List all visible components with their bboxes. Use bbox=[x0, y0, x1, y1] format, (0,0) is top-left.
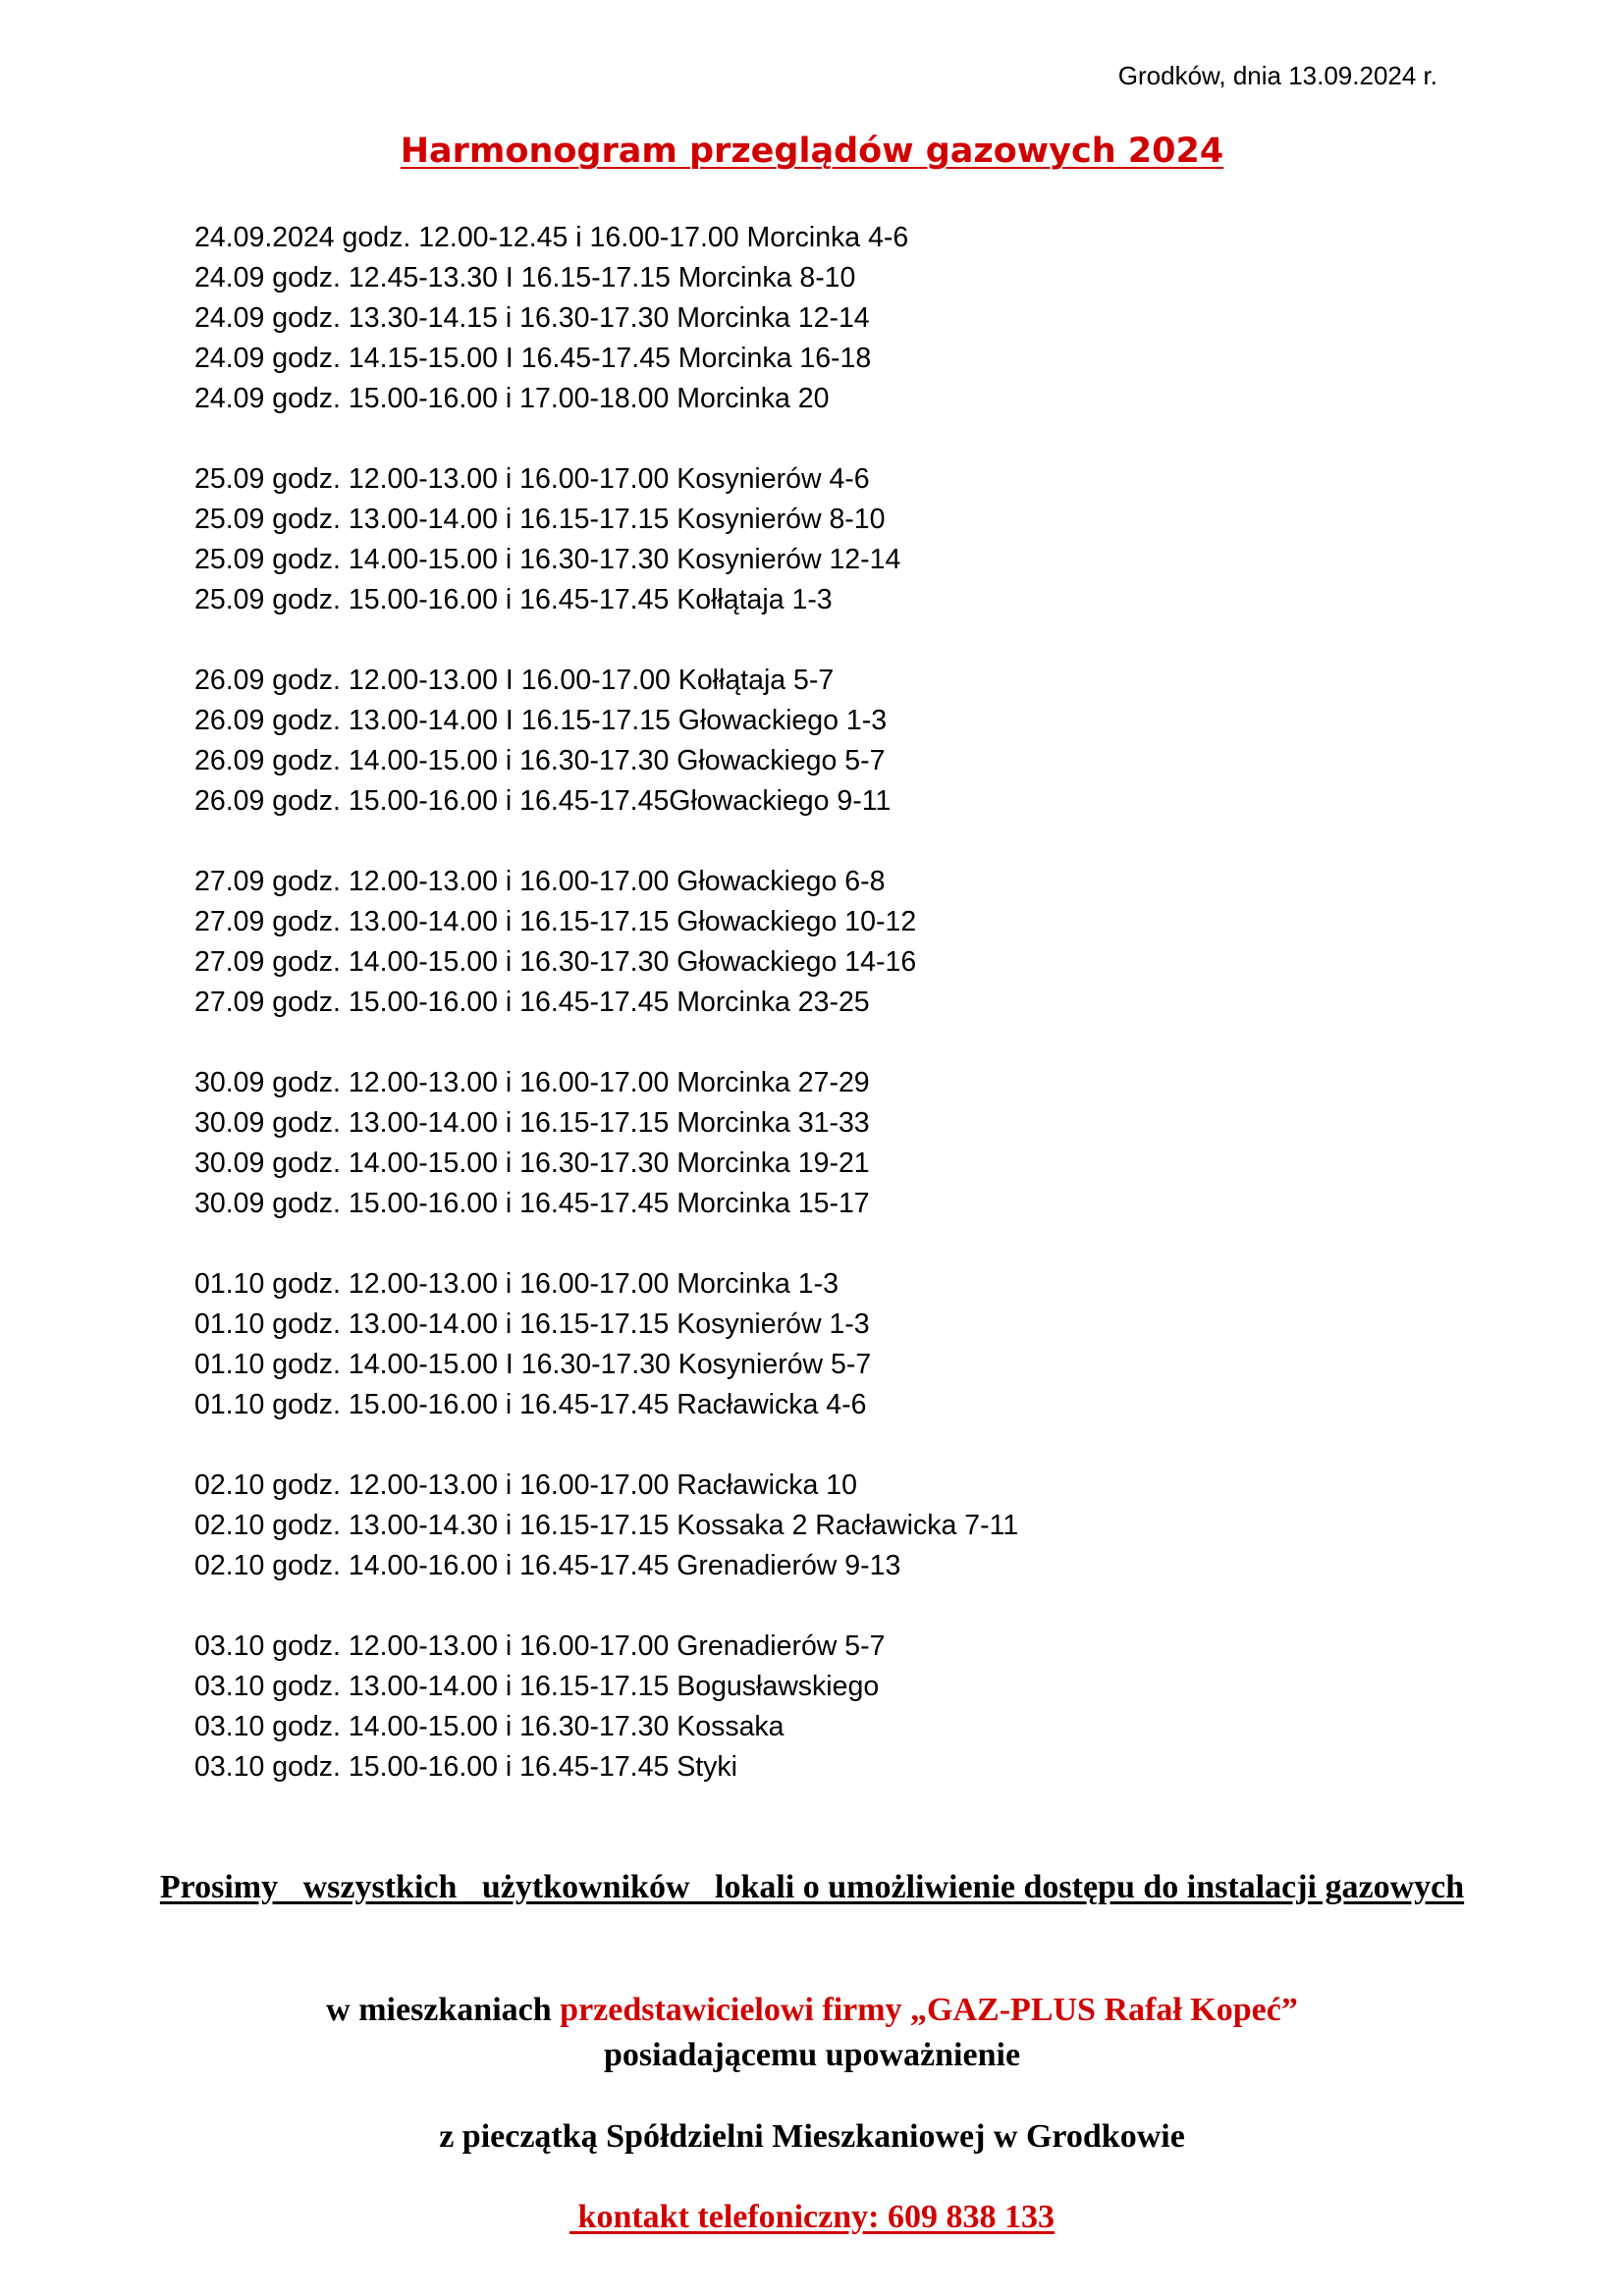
schedule-day-group bbox=[194, 1063, 1018, 1224]
schedule-day-group bbox=[194, 1264, 1018, 1425]
schedule-entry: 26.09 godz. 12.00-13.00 I 16.00-17.00 Kołłątaja 5-7 bbox=[194, 665, 835, 696]
schedule-entry: 02.10 godz. 12.00-13.00 i 16.00-17.00 Racławicka 10 bbox=[194, 1469, 857, 1501]
in-flats-text: w mieszkaniach bbox=[326, 1992, 561, 2028]
schedule-entry: 24.09 godz. 15.00-16.00 i 17.00-18.00 Morcinka 20 bbox=[194, 383, 830, 414]
schedule-entry: 27.09 godz. 12.00-13.00 i 16.00-17.00 Głowackiego 6-8 bbox=[194, 866, 886, 897]
document-title-text: Harmonogram przeglądów gazowych 2024 bbox=[400, 132, 1224, 171]
inspection-schedule bbox=[194, 218, 1018, 1788]
schedule-entry: 30.09 godz. 12.00-13.00 i 16.00-17.00 Morcinka 27-29 bbox=[194, 1067, 870, 1098]
schedule-entry: 30.09 godz. 15.00-16.00 i 16.45-17.45 Morcinka 15-17 bbox=[194, 1188, 870, 1219]
schedule-entry: 01.10 godz. 13.00-14.00 i 16.15-17.15 Kosynierów 1-3 bbox=[194, 1308, 870, 1340]
schedule-entry: 26.09 godz. 13.00-14.00 I 16.15-17.15 Głowackiego 1-3 bbox=[194, 705, 888, 736]
schedule-entry: 26.09 godz. 14.00-15.00 i 16.30-17.30 Głowackiego 5-7 bbox=[194, 745, 886, 776]
schedule-day-group bbox=[194, 459, 1018, 620]
schedule-day-group bbox=[194, 862, 1018, 1023]
stamp-notice: z pieczątką Spółdzielni Mieszkaniowej w Grodkowie bbox=[439, 2118, 1185, 2155]
schedule-entry: 27.09 godz. 15.00-16.00 i 16.45-17.45 Morcinka 23-25 bbox=[194, 987, 870, 1018]
contact-phone: kontakt telefoniczny: 609 838 133 bbox=[569, 2199, 1055, 2235]
schedule-entry: 03.10 godz. 15.00-16.00 i 16.45-17.45 Styki bbox=[194, 1751, 737, 1783]
schedule-entry: 24.09.2024 godz. 12.00-12.45 i 16.00-17.00 Morcinka 4-6 bbox=[194, 222, 909, 253]
schedule-entry: 25.09 godz. 12.00-13.00 i 16.00-17.00 Kosynierów 4-6 bbox=[194, 463, 870, 495]
schedule-entry: 03.10 godz. 14.00-15.00 i 16.30-17.30 Kossaka bbox=[194, 1711, 785, 1742]
schedule-entry: 24.09 godz. 13.30-14.15 i 16.30-17.30 Morcinka 12-14 bbox=[194, 302, 870, 334]
contact-notice bbox=[0, 2195, 1624, 2240]
schedule-day-group bbox=[194, 1466, 1018, 1586]
schedule-entry: 30.09 godz. 14.00-15.00 i 16.30-17.30 Morcinka 19-21 bbox=[194, 1148, 870, 1179]
schedule-entry: 25.09 godz. 13.00-14.00 i 16.15-17.15 Kosynierów 8-10 bbox=[194, 504, 886, 535]
schedule-day-group bbox=[194, 661, 1018, 822]
schedule-entry: 25.09 godz. 15.00-16.00 i 16.45-17.45 Kołłątaja 1-3 bbox=[194, 584, 833, 615]
schedule-entry: 01.10 godz. 12.00-13.00 i 16.00-17.00 Morcinka 1-3 bbox=[194, 1268, 839, 1300]
schedule-entry: 24.09 godz. 12.45-13.30 I 16.15-17.15 Morcinka 8-10 bbox=[194, 262, 856, 294]
schedule-entry: 03.10 godz. 13.00-14.00 i 16.15-17.15 Bogusławskiego bbox=[194, 1671, 880, 1702]
schedule-entry: 01.10 godz. 14.00-15.00 I 16.30-17.30 Kosynierów 5-7 bbox=[194, 1349, 872, 1380]
representative-notice bbox=[0, 1988, 1624, 2078]
document-title bbox=[0, 132, 1624, 171]
authorization-text: posiadającemu upoważnienie bbox=[603, 2037, 1021, 2073]
schedule-day-group bbox=[194, 218, 1018, 419]
schedule-entry: 02.10 godz. 13.00-14.30 i 16.15-17.15 Kossaka 2 Racławicka 7-11 bbox=[194, 1510, 1019, 1541]
schedule-entry: 02.10 godz. 14.00-16.00 i 16.45-17.45 Grenadierów 9-13 bbox=[194, 1550, 901, 1581]
schedule-entry: 24.09 godz. 14.15-15.00 I 16.45-17.45 Morcinka 16-18 bbox=[194, 343, 872, 374]
schedule-entry: 25.09 godz. 14.00-15.00 i 16.30-17.30 Kosynierów 12-14 bbox=[194, 544, 901, 575]
schedule-entry: 03.10 godz. 12.00-13.00 i 16.00-17.00 Grenadierów 5-7 bbox=[194, 1630, 886, 1662]
schedule-day-group bbox=[194, 1627, 1018, 1788]
document-date: Grodków, dnia 13.09.2024 r. bbox=[1117, 61, 1437, 90]
schedule-entry: 27.09 godz. 13.00-14.00 i 16.15-17.15 Głowackiego 10-12 bbox=[194, 906, 917, 937]
schedule-entry: 27.09 godz. 14.00-15.00 i 16.30-17.30 Głowackiego 14-16 bbox=[194, 946, 917, 978]
access-request-notice bbox=[0, 1865, 1624, 1910]
schedule-entry: 30.09 godz. 13.00-14.00 i 16.15-17.15 Morcinka 31-33 bbox=[194, 1107, 870, 1139]
schedule-entry: 26.09 godz. 15.00-16.00 i 16.45-17.45Głowackiego 9-11 bbox=[194, 785, 892, 817]
access-request-text: Prosimy wszystkich użytkowników lokali o umożliwienie dostępu do instalacji gazowych bbox=[159, 1869, 1465, 1905]
company-name: przedstawicielowi firmy „GAZ-PLUS Rafał Kopeć” bbox=[560, 1992, 1298, 2028]
schedule-entry: 01.10 godz. 15.00-16.00 i 16.45-17.45 Racławicka 4-6 bbox=[194, 1389, 867, 1420]
